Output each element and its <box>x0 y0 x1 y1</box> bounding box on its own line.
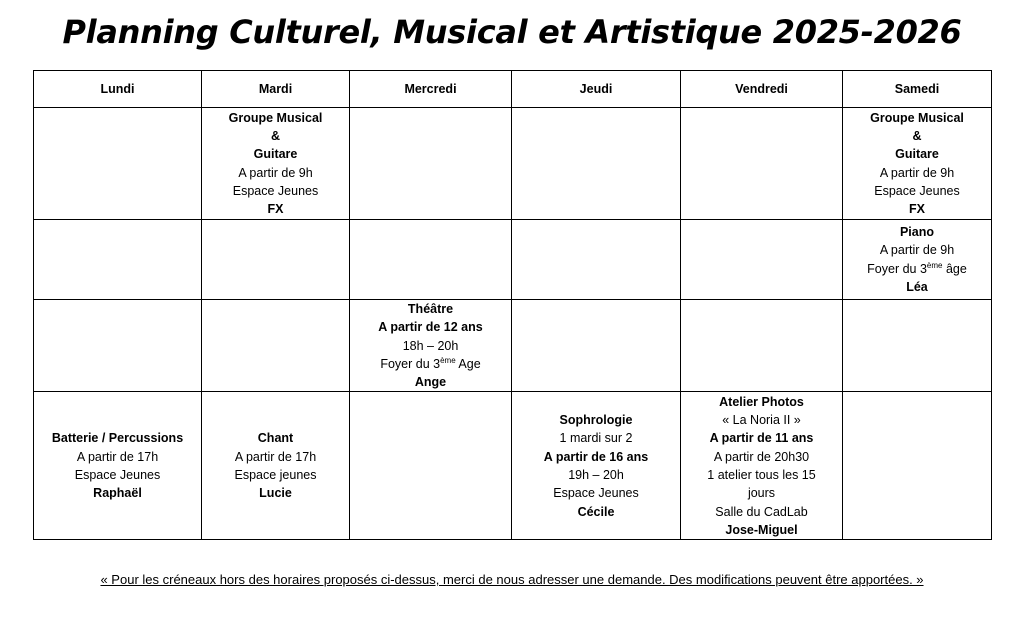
ampersand: & <box>270 128 281 143</box>
activity-place: Foyer du 3ème âge <box>867 260 967 276</box>
cell-mercredi <box>350 300 512 392</box>
schedule-table <box>33 70 992 540</box>
activity-name: Atelier Photos <box>719 394 804 409</box>
cell-jeudi <box>512 392 681 540</box>
activity-age: A partir de 11 ans <box>709 431 814 446</box>
activity-teacher: Ange <box>414 375 447 390</box>
activity-name: Théâtre <box>407 302 454 316</box>
activity-teacher: FX <box>267 202 284 217</box>
cell-vendredi <box>681 108 843 220</box>
day-header-vendredi: Vendredi <box>681 71 843 108</box>
cell-samedi <box>843 392 992 540</box>
cell-mercredi <box>350 220 512 300</box>
activity-time: A partir de 17h <box>76 449 159 464</box>
table-row <box>34 108 992 220</box>
cell-jeudi <box>512 300 681 392</box>
cell-lundi <box>34 300 202 392</box>
activity-name: Guitare <box>895 147 939 162</box>
day-header-lundi: Lundi <box>34 71 202 108</box>
activity-place: Espace jeunes <box>234 467 317 482</box>
activity-time: A partir de 17h <box>234 449 317 464</box>
page-title: Planning Culturel, Musical et Artistique 2025-2026 <box>62 13 962 51</box>
activity-place: Espace Jeunes <box>874 183 960 198</box>
activity-age: A partir de 12 ans <box>378 320 483 335</box>
cell-mercredi <box>350 108 512 220</box>
cell-samedi <box>843 108 992 220</box>
activity-time: A partir de 9h <box>879 165 955 180</box>
cell-mardi <box>202 220 350 300</box>
table-row <box>34 392 992 540</box>
cell-jeudi <box>512 220 681 300</box>
day-header-jeudi: Jeudi <box>512 71 681 108</box>
cell-mardi <box>202 108 350 220</box>
activity-place: Salle du CadLab <box>715 504 808 519</box>
day-header-mardi: Mardi <box>202 71 350 108</box>
cell-jeudi <box>512 108 681 220</box>
activity-name: Groupe Musical <box>228 110 323 125</box>
activity-teacher: Jose-Miguel <box>725 522 798 537</box>
cell-mardi <box>202 392 350 540</box>
cell-samedi <box>843 220 992 300</box>
activity-frequency: jours <box>747 486 776 501</box>
cell-lundi <box>34 108 202 220</box>
activity-time: A partir de 9h <box>879 243 955 258</box>
activity-name: Chant <box>257 431 294 446</box>
activity-time: A partir de 20h30 <box>713 449 810 464</box>
ampersand: & <box>912 128 922 143</box>
activity-name: Groupe Musical <box>870 110 964 125</box>
cell-lundi <box>34 220 202 300</box>
activity-name: Sophrologie <box>559 413 633 428</box>
header-row <box>34 71 992 108</box>
activity-teacher: Raphaël <box>93 486 142 501</box>
activity-frequency: 1 mardi sur 2 <box>559 431 633 446</box>
day-header-samedi: Samedi <box>843 71 992 108</box>
activity-frequency: 1 atelier tous les 15 <box>707 467 816 482</box>
activity-time: 19h – 20h <box>568 467 624 482</box>
table-row <box>34 220 992 300</box>
activity-age: A partir de 16 ans <box>543 449 649 464</box>
cell-samedi <box>843 300 992 392</box>
activity-subtitle: « La Noria II » <box>722 413 801 428</box>
activity-time: 18h – 20h <box>402 338 459 353</box>
cell-mercredi <box>350 392 512 540</box>
footer-note: « Pour les créneaux hors des horaires proposés ci-dessus, merci de nous adresser une demande. Des modifications peuvent être apportées. » <box>100 572 924 587</box>
cell-vendredi <box>681 300 843 392</box>
cell-vendredi <box>681 220 843 300</box>
table-row <box>34 300 992 392</box>
activity-teacher: Cécile <box>577 504 615 519</box>
cell-mardi <box>202 300 350 392</box>
activity-place: Foyer du 3ème Age <box>380 355 481 371</box>
cell-lundi <box>34 392 202 540</box>
day-header-mercredi: Mercredi <box>350 71 512 108</box>
cell-vendredi <box>681 392 843 540</box>
activity-place: Espace Jeunes <box>74 467 161 482</box>
activity-teacher: Lucie <box>259 486 292 501</box>
activity-name: Batterie / Percussions <box>51 431 184 446</box>
activity-place: Espace Jeunes <box>553 486 639 501</box>
activity-name: Piano <box>899 224 935 239</box>
activity-teacher: FX <box>909 202 925 217</box>
activity-time: A partir de 9h <box>238 165 313 180</box>
activity-place: Espace Jeunes <box>232 183 319 198</box>
activity-name: Guitare <box>253 147 298 162</box>
activity-teacher: Léa <box>906 279 928 294</box>
